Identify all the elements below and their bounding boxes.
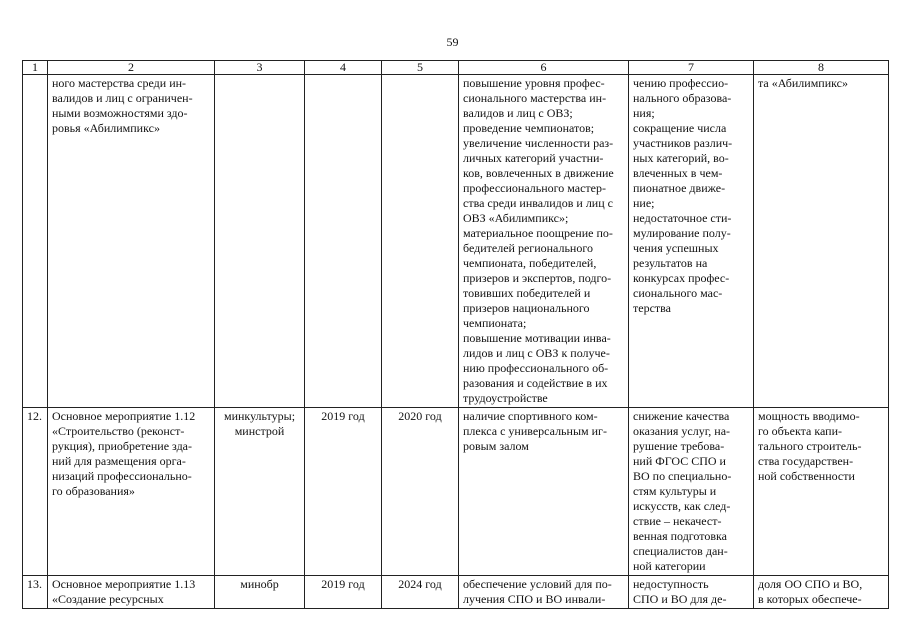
end-year: 2020 год: [382, 408, 459, 576]
page-number: 59: [446, 35, 459, 49]
start-year: 2019 год: [305, 408, 382, 576]
row-number: [23, 75, 48, 408]
row-number: 12.: [23, 408, 48, 576]
end-year: 2024 год: [382, 576, 459, 609]
start-year: 2019 год: [305, 576, 382, 609]
header-cell: 1: [23, 61, 48, 75]
header-cell: 3: [215, 61, 305, 75]
non-implementation-consequences: снижение качества оказания услуг, на- рушение требова- ний ФГОС СПО и ВО по специально- стям культуры и искусств, как след- ствие – некачест- венная подготовка специалистов дан- ной категории: [629, 408, 754, 576]
event-name: ного мастерства среди ин- валидов и лиц с ограничен- ными возможностями здо- ровья «Абилимпикс»: [48, 75, 215, 408]
table-row: [23, 75, 889, 408]
header-cell: 4: [305, 61, 382, 75]
header-cell: 6: [459, 61, 629, 75]
executor: минкультуры; минстрой: [215, 408, 305, 576]
non-implementation-consequences: чению профессио- нального образова- ния; сокращение числа участников различ- ных категорий, во- влеченных в чем- пионатное движе- ние; недостаточное сти- мулирование полу- чения успешных результатов на конкурсах профес- сионального мас- терства: [629, 75, 754, 408]
expected-result: наличие спортивного ком- плекса с универсальным иг- ровым залом: [459, 408, 629, 576]
end-year: [382, 75, 459, 408]
expected-result: повышение уровня профес- сионального мастерства ин- валидов и лиц с ОВЗ; проведение чемпионатов; увеличение численности раз- личных категорий участни- ков, вовлеченных в движение профессионального мастер- ства среди инвалидов и лиц с ОВЗ «Абилимпикс»; материальное поощрение по- бедителей регионального чемпионата, победителей, призеров и экспертов, подго- товивших победителей и призеров национального чемпионата; повышение мотивации инва- лидов и лиц с ОВЗ к получе- нию профессионального об- разования и содействие в их трудоустройстве: [459, 75, 629, 408]
expected-result: обеспечение условий для по- лучения СПО и ВО инвали-: [459, 576, 629, 609]
related-indicator: мощность вводимо- го объекта капи- тального строитель- ства государствен- ной собственности: [754, 408, 889, 576]
table-row: [23, 576, 889, 609]
non-implementation-consequences: недоступность СПО и ВО для де-: [629, 576, 754, 609]
program-table: [22, 60, 889, 609]
executor: минобр: [215, 576, 305, 609]
header-cell: 5: [382, 61, 459, 75]
header-row: [23, 61, 889, 75]
header-cell: 7: [629, 61, 754, 75]
start-year: [305, 75, 382, 408]
event-name: Основное мероприятие 1.12 «Строительство (реконст- рукция), приобретение зда- ний для размещения орга- низаций профессионально- го образования»: [48, 408, 215, 576]
executor: [215, 75, 305, 408]
related-indicator: та «Абилимпикс»: [754, 75, 889, 408]
row-number: 13.: [23, 576, 48, 609]
header-cell: 2: [48, 61, 215, 75]
related-indicator: доля ОО СПО и ВО, в которых обеспече-: [754, 576, 889, 609]
header-cell: 8: [754, 61, 889, 75]
table-row: [23, 408, 889, 576]
event-name: Основное мероприятие 1.13 «Создание ресурсных: [48, 576, 215, 609]
